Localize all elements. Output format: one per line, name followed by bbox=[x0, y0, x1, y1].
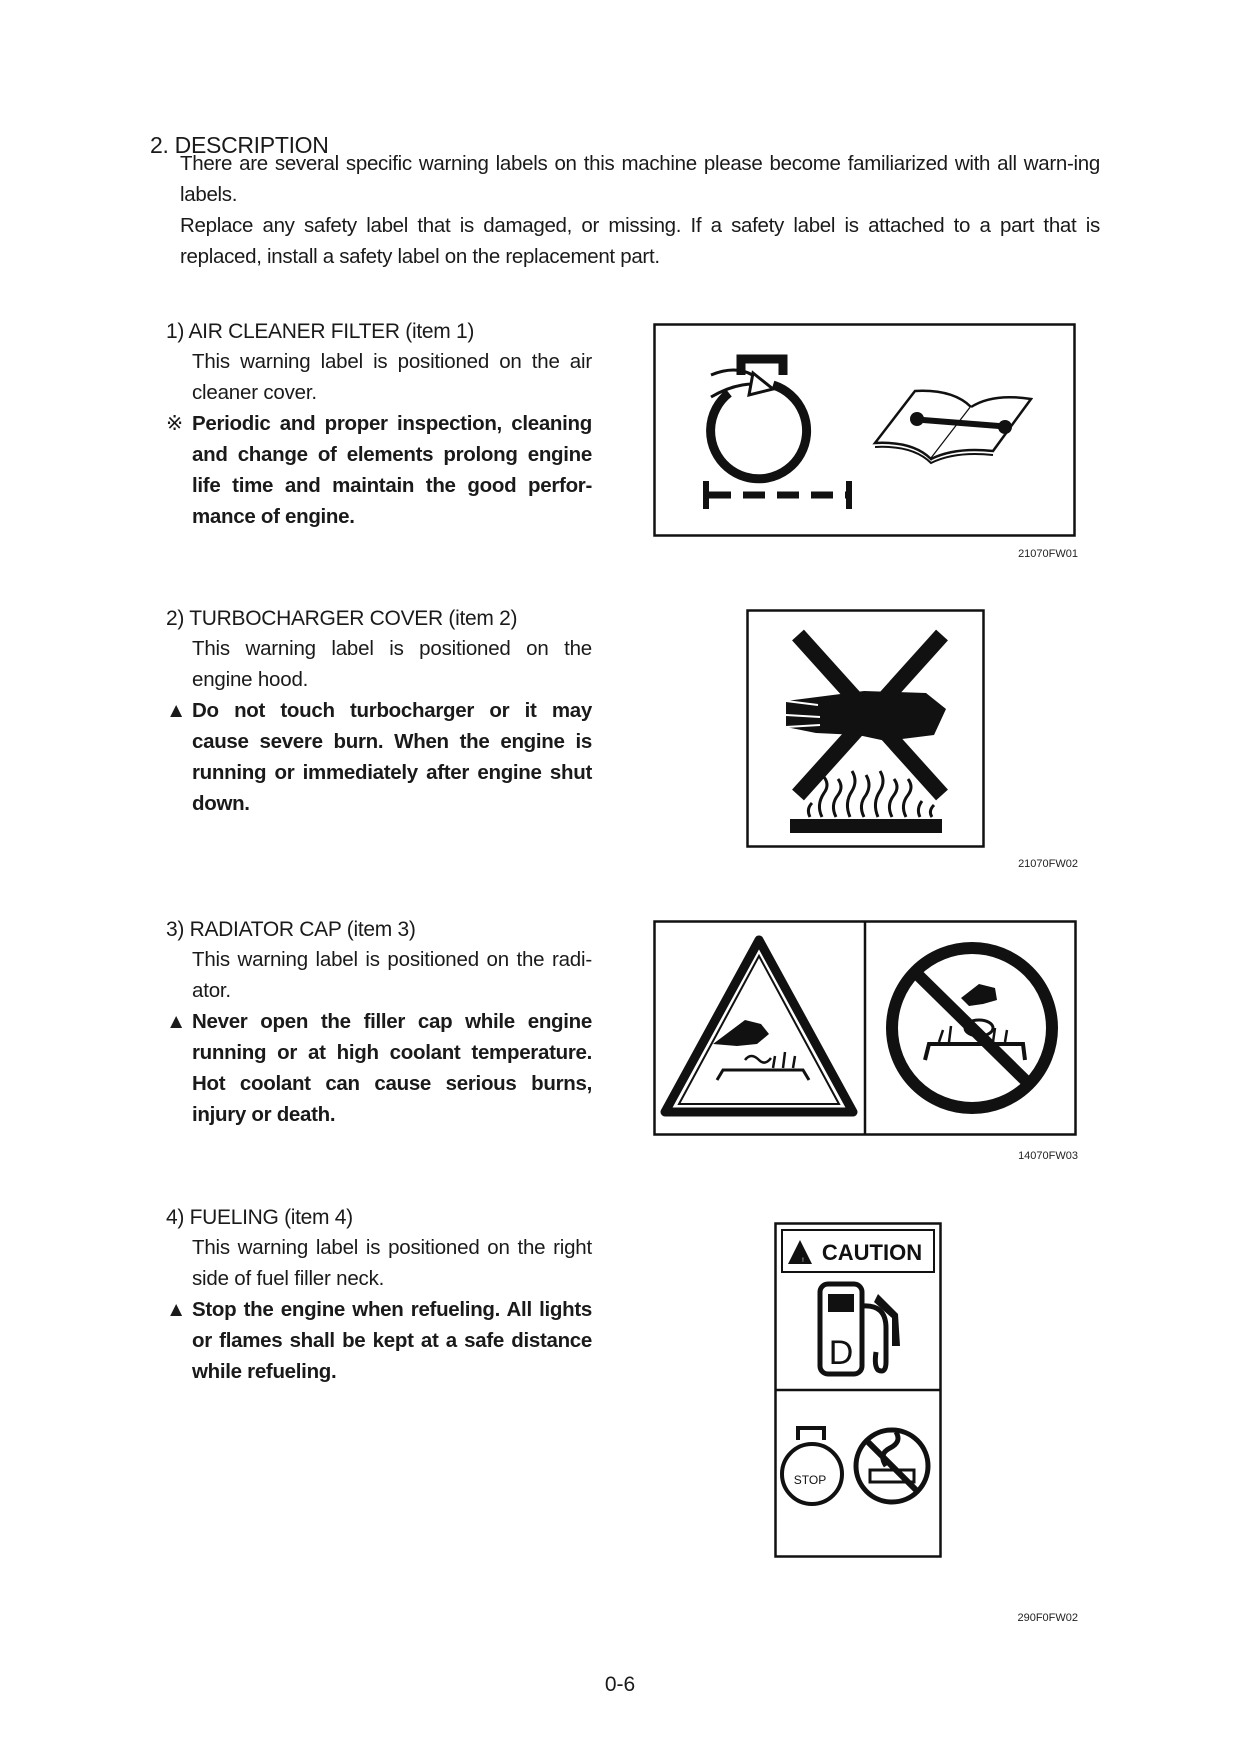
warning-triangle-icon: ▲ bbox=[166, 1010, 186, 1033]
section-heading: 2. DESCRIPTION bbox=[150, 132, 329, 158]
stop-label: STOP bbox=[793, 1473, 827, 1487]
warning-triangle-icon: ▲ bbox=[166, 1298, 186, 1321]
caution-label: CAUTION bbox=[821, 1240, 923, 1265]
page-number: 0-6 bbox=[604, 1673, 636, 1696]
item-2-description: This warning label is positioned on the engine hood. bbox=[192, 637, 592, 691]
item-4-title: 4) FUELING (item 4) bbox=[166, 1206, 353, 1229]
hot-coolant-warning-icon bbox=[653, 920, 1077, 1136]
item-1-description: This warning label is positioned on the air cleaner cover. bbox=[192, 350, 592, 404]
fuel-label: D bbox=[828, 1334, 854, 1372]
item-3-description: This warning label is positioned on the radi-ator. bbox=[192, 948, 592, 1002]
reference-mark-icon: ※ bbox=[166, 412, 183, 435]
warning-triangle-icon: ▲ bbox=[166, 699, 186, 722]
figure-code-3: 14070FW03 bbox=[1018, 1150, 1078, 1162]
item-2-title: 2) TURBOCHARGER COVER (item 2) bbox=[166, 607, 518, 630]
item-2-warning: ▲ Do not touch turbocharger or it may cause severe burn. When the engine is running or immediately after engine shut down. bbox=[166, 695, 592, 819]
item-4-warning: ▲ Stop the engine when refueling. All lights or flames shall be kept at a safe distance while refueling. bbox=[166, 1294, 592, 1387]
item-1-title: 1) AIR CLEANER FILTER (item 1) bbox=[166, 320, 475, 343]
item-4-description: This warning label is positioned on the right side of fuel filler neck. bbox=[192, 1236, 592, 1290]
air-cleaner-manual-icon bbox=[653, 323, 1076, 537]
intro-paragraph-1: There are several specific warning labels on this machine please become familiarized with all warn-ing labels. bbox=[180, 152, 1100, 206]
fueling-caution-icon bbox=[774, 1222, 942, 1558]
figure-code-1: 21070FW01 bbox=[1018, 548, 1078, 560]
item-3-title: 3) RADIATOR CAP (item 3) bbox=[166, 918, 416, 941]
intro-paragraph-2: Replace any safety label that is damaged, or missing. If a safety label is attached to a part that is replaced, install a safety label on the replacement part. bbox=[180, 214, 1100, 268]
figure-code-4: 290F0FW02 bbox=[1017, 1612, 1078, 1624]
no-touch-hot-surface-icon bbox=[746, 609, 985, 848]
item-3-warning: ▲ Never open the filler cap while engine running or at high coolant temperature. Hot coolant can cause serious burns, injury or death. bbox=[166, 1006, 592, 1130]
figure-code-2: 21070FW02 bbox=[1018, 858, 1078, 870]
svg-text:!: ! bbox=[802, 1258, 804, 1264]
item-1-warning: ※ Periodic and proper inspection, cleaning and change of elements prolong engine life time and maintain the good perfor-mance of engine. bbox=[166, 408, 592, 532]
